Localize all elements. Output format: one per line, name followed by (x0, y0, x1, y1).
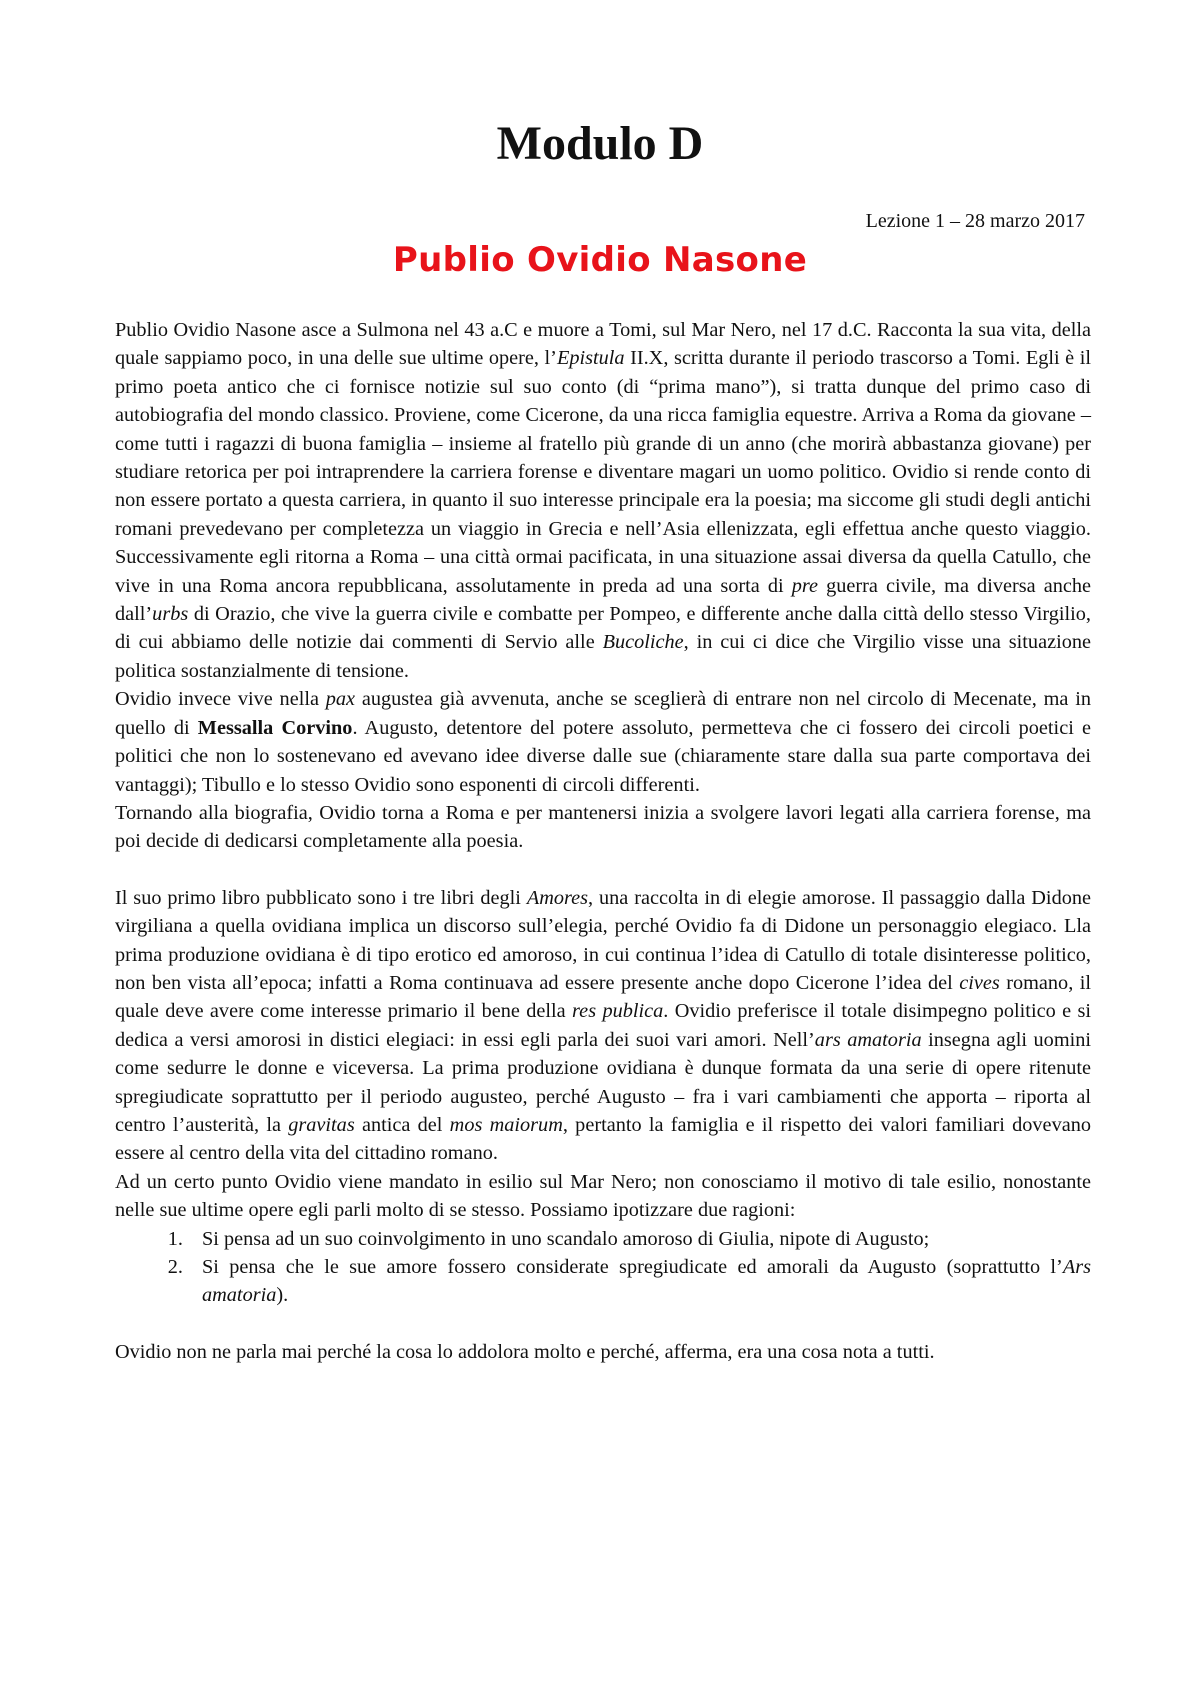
paragraph-career: Tornando alla biografia, Ovidio torna a Roma e per mantenersi inizia a svolgere lavori legati alla carriera forense, ma poi decide di dedicarsi completamente alla poesia. (115, 801, 1091, 853)
paragraph-amores: Il suo primo libro pubblicato sono i tre libri degli Amores, una raccolta in di elegie amorose. Il passaggio dalla Didone virgiliana a quella ovidiana implica un discorso sull’elegia, perché Ovidio fa di Didone un personaggio elegiaco. Lla prima produzione ovidiana è di tipo erotico ed amoroso, in cui continua l’idea di Catullo di totale disinteresse politico, non ben vista all’epoca; infatti a Roma continuava ad essere presente anche dopo Cicerone l’idea del cives romano, il quale deve avere come interesse primario il bene della res publica. Ovidio preferisce il totale disimpegno politico e si dedica a versi amorosi in distici elegiaci: in essi egli parla dei suoi vari amori. Nell’ars amatoria insegna agli uomini come sedurre le donne e viceversa. La prima produzione ovidiana è dunque formata da una serie di opere ritenute spregiudicate soprattutto per il periodo augusteo, perché Augusto – fra i vari cambiamenti che apporta – riporta al centro l’austerità, la gravitas antica del mos maiorum, pertanto la famiglia e il rispetto dei valori familiari dovevano essere al centro della vita del cittadino romano. (115, 886, 1092, 1165)
document-body (115, 316, 1091, 1366)
lesson-date: Lezione 1 – 28 marzo 2017 (865, 210, 1085, 232)
list-item: 1. Si pensa ad un suo coinvolgimento in uno scandalo amoroso di Giulia, nipote di Augusto; (188, 1225, 1091, 1253)
reasons-list (115, 1225, 1091, 1310)
paragraph-pax-augustea: Ovidio invece vive nella pax augustea già avvenuta, anche se sceglierà di entrare non nel circolo di Mecenate, ma in quello di Messalla Corvino. Augusto, detentore del potere assoluto, permetteva che ci fossero dei circoli poetici e politici che non lo sostenevano ed avevano idee diverse dalle sue (chiaramente stare dalla sua parte comportava dei vantaggi); Tibullo e lo stesso Ovidio sono esponenti di circoli differenti. (115, 688, 1091, 796)
section-heading: Publio Ovidio Nasone (392, 240, 808, 280)
paragraph-biography: Publio Ovidio Nasone asce a Sulmona nel 43 a.C e muore a Tomi, sul Mar Nero, nel 17 d.C. Racconta la sua vita, della quale sappiamo poco, in una delle sue ultime opere, l’Epistula II.X, scritta durante il periodo trascorso a Tomi. Egli è il primo poeta antico che ci fornisce notizie sul suo conto (di “prima mano”), si tratta dunque del primo caso di autobiografia del mondo classico. Proviene, come Cicerone, da una ricca famiglia equestre. Arriva a Roma da giovane – come tutti i ragazzi di buona famiglia – insieme al fratello più grande di un anno (che morirà abbastanza giovane) per studiare retorica per poi intraprendere la carriera forense e diventare magari un uomo politico. Ovidio si rende conto di non essere portato a questa carriera, in quanto il suo interesse principale era la poesia; ma siccome gli studi degli antichi romani prevedevano per completezza un viaggio in Grecia e nell’Asia ellenizzata, egli effettua anche questo viaggio. Successivamente egli ritorna a Roma – una città ormai pacificata, in una situazione assai diversa da quella Catullo, che vive in una Roma ancora repubblicana, assolutamente in preda ad una sorta di pre guerra civile, ma diversa anche dall’urbs di Orazio, che vive la guerra civile e combatte per Pompeo, e differente anche dalla città dello stesso Virgilio, di cui abbiamo delle notizie dai commenti di Servio alle Bucoliche, in cui ci dice che Virgilio visse una situazione politica sostanzialmente di tensione. (115, 319, 1092, 682)
page-title: Modulo D (496, 117, 704, 170)
list-item: 2. Si pensa che le sue amore fossero considerate spregiudicate ed amorali da Augusto (soprattutto l’Ars amatoria). (188, 1253, 1091, 1310)
paragraph-spacer (115, 856, 1091, 884)
paragraph-exile: Ad un certo punto Ovidio viene mandato in esilio sul Mar Nero; non conosciamo il motivo di tale esilio, nonostante nelle sue ultime opere egli parli molto di se stesso. Possiamo ipotizzare due ragioni: (115, 1170, 1091, 1222)
paragraph-conclusion: Ovidio non ne parla mai perché la cosa lo addolora molto e perché, afferma, era una cosa nota a tutti. (115, 1340, 935, 1363)
